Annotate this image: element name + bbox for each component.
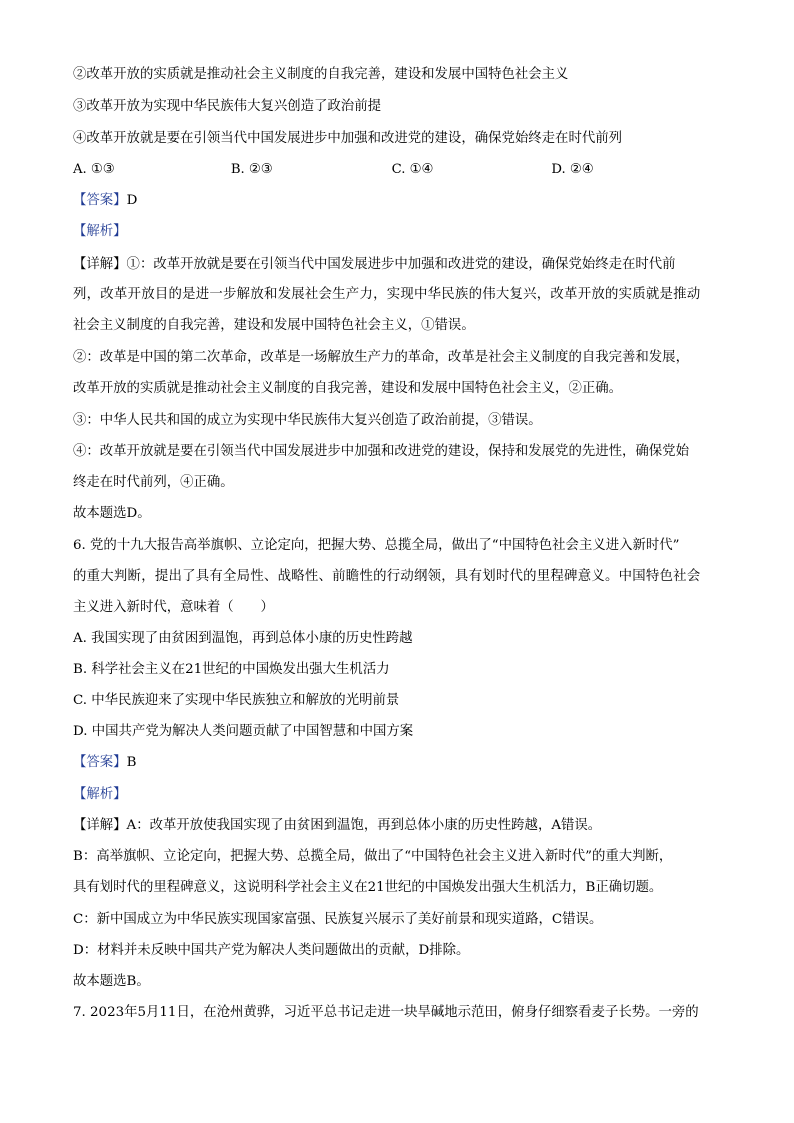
answer-value: D: [126, 193, 138, 208]
question-stem-line: 6. 党的十九大报告高举旗帜、立论定向，把握大势、总揽全局，做出了“中国特色社会主义进入新时代”: [73, 538, 680, 553]
analysis-tag: 【解析】: [73, 224, 127, 239]
detail-line: ③：中华人民共和国的成立为实现中华民族伟大复兴创造了政治前提，③错误。: [73, 413, 542, 428]
detail-line: ②：改革是中国的第二次革命，改革是一场解放生产力的革命，改革是社会主义制度的自我完善和发展，: [73, 350, 689, 365]
answer-tag: 【答案】: [73, 755, 127, 770]
detail-line: 【详解】①：改革开放就是要在引领当代中国发展进步中加强和改进党的建设，确保党始终走在时代前: [73, 257, 676, 272]
question-stem-line: 的重大判断，提出了具有全局性、战略性、前瞻性的行动纲领，具有划时代的里程碑意义。中国特色社会: [73, 569, 701, 584]
analysis-tag: 【解析】: [73, 787, 127, 802]
detail-line: 列，改革开放目的是进一步解放和发展社会生产力，实现中华民族的伟大复兴，改革开放的实质就是推动: [73, 287, 701, 302]
answer-tag: 【答案】: [73, 193, 127, 208]
choice-row: [73, 161, 724, 179]
statement-3: ③改革开放为实现中华民族伟大复兴创造了政治前提: [73, 99, 381, 114]
choice-a: A. ①③: [73, 162, 115, 177]
detail-line: 改革开放的实质就是推动社会主义制度的自我完善，建设和发展中国特色社会主义，②正确。: [73, 381, 623, 396]
option-b: B. 科学社会主义在21世纪的中国焕发出强大生机活力: [73, 662, 390, 677]
choice-c: C. ①④: [391, 162, 434, 177]
option-d: D. 中国共产党为解决人类问题贡献了中国智慧和中国方案: [73, 724, 414, 739]
detail-line: B：高举旗帜、立论定向，把握大势、总揽全局，做出了“中国特色社会主义进入新时代”的重大判断，: [73, 849, 673, 864]
option-c: C. 中华民族迎来了实现中华民族独立和解放的光明前景: [73, 693, 400, 708]
detail-line: 【详解】A：改革开放使我国实现了由贫困到温饱，再到总体小康的历史性跨越，A错误。: [73, 818, 602, 833]
answer-line: [73, 192, 137, 210]
detail-line: 具有划时代的里程碑意义，这说明科学社会主义在21世纪的中国焕发出强大生机活力，B正确切题。: [73, 880, 663, 895]
detail-line: 社会主义制度的自我完善，建设和发展中国特色社会主义，①错误。: [73, 318, 475, 333]
answer-line: [73, 754, 136, 772]
conclusion-line: 故本题选B。: [73, 974, 150, 989]
option-a: A. 我国实现了由贫困到温饱，再到总体小康的历史性跨越: [73, 631, 413, 646]
conclusion-line: 故本题选D。: [73, 506, 151, 521]
detail-line: D：材料并未反映中国共产党为解决人类问题做出的贡献，D排除。: [73, 943, 470, 958]
detail-line: C：新中国成立为中华民族实现国家富强、民族复兴展示了美好前景和现实道路，C错误。: [73, 912, 603, 927]
question-stem-line: 主义进入新时代，意味着（ ）: [73, 600, 274, 615]
answer-value: B: [126, 755, 137, 770]
statement-2: ②改革开放的实质就是推动社会主义制度的自我完善，建设和发展中国特色社会主义: [73, 67, 569, 82]
choice-b: B. ②③: [230, 162, 273, 177]
choice-d: D. ②④: [551, 162, 594, 177]
detail-line: 终走在时代前列，④正确。: [73, 475, 234, 490]
statement-4: ④改革开放就是要在引领当代中国发展进步中加强和改进党的建设，确保党始终走在时代前列: [73, 131, 623, 146]
detail-line: ④：改革开放就是要在引领当代中国发展进步中加强和改进党的建设，保持和发展党的先进性，确保党始: [73, 444, 689, 459]
question-stem-line: 7. 2023年5月11日，在沧州黄骅，习近平总书记走进一块旱碱地示范田，俯身仔细察看麦子长势。一旁的: [73, 1005, 699, 1020]
